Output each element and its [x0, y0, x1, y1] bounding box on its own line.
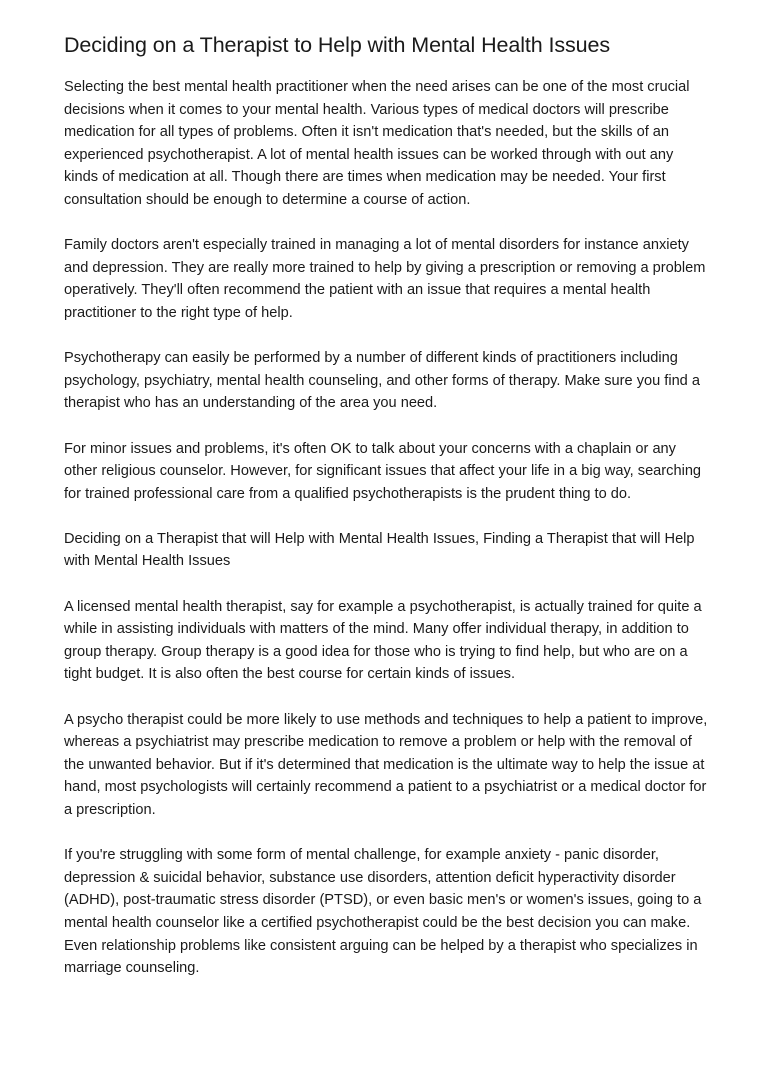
paragraph-1: Selecting the best mental health practitioner when the need arises can be one of the most crucial decisions when it comes to your mental health. Various types of medical doctors will prescribe medication for all types of problems. Often it isn't medication that's needed, but the skills of an experienced psychotherapist. A lot of mental health issues can be worked through with out any kinds of medication at all. Though there are times when medication may be needed. Your first consultation should be enough to determine a course of action. — [64, 79, 690, 208]
paragraph-2: Family doctors aren't especially trained in managing a lot of mental disorders for instance anxiety and depression. They are really more trained to help by giving a prescription or removing a problem operatively. They'll often recommend the patient with an issue that requires a mental health practitioner to the right type of help. — [64, 237, 706, 321]
paragraph-7: A psycho therapist could be more likely to use methods and techniques to help a patient to improve, whereas a psychiatrist may prescribe medication to remove a problem or help with the removal of the unwanted behavior. But if it's determined that medication is the ultimate way to help the issue at hand, most psychologists will certainly recommend a patient to a psychiatrist or a medical doctor for a prescription. — [64, 711, 708, 818]
document-title: Deciding on a Therapist to Help with Mental Health Issues — [64, 33, 611, 57]
paragraph-3: Psychotherapy can easily be performed by a number of different kinds of practitioners including psychology, psychiatry, mental health counseling, and other forms of therapy. Make sure you find a therapist who has an understanding of the area you need. — [64, 350, 700, 412]
document-page — [64, 30, 710, 1002]
paragraph-4: For minor issues and problems, it's often OK to talk about your concerns with a chaplain or any other religious counselor. However, for significant issues that affect your life in a big way, searching for trained professional care from a qualified psychotherapists is the prudent thing to do. — [64, 440, 702, 502]
paragraph-8: If you're struggling with some form of mental challenge, for example anxiety - panic disorder, depression & suicidal behavior, substance use disorders, attention deficit hyperactivity disorder (ADHD), post-traumatic stress disorder (PTSD), or even basic men's or women's issues, going to a mental health counselor like a certified psychotherapist could be the best decision you can make. Even relationship problems like consistent arguing can be helped by a therapist who specializes in marriage counseling. — [64, 847, 702, 977]
paragraph-5: Deciding on a Therapist that will Help with Mental Health Issues, Finding a Therapist that will Help with Mental Health Issues — [64, 530, 695, 570]
paragraph-6: A licensed mental health therapist, say for example a psychotherapist, is actually trained for quite a while in assisting individuals with matters of the mind. Many offer individual therapy, in addition to group therapy. Group therapy is a good idea for those who is trying to find help, but who are on a tight budget. It is also often the best course for certain kinds of issues. — [64, 598, 702, 683]
